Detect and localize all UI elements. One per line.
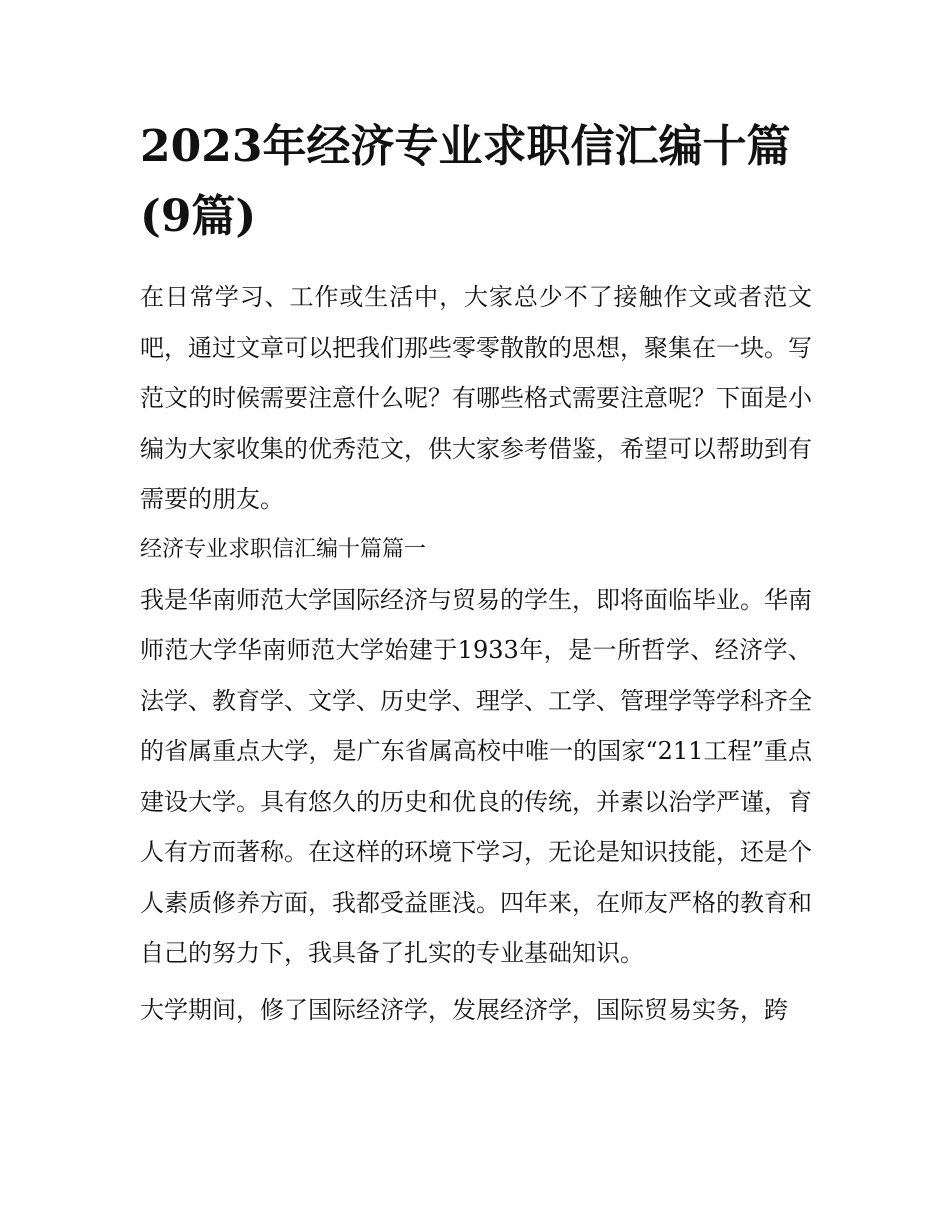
intro-paragraph: 在日常学习、工作或生活中，大家总少不了接触作文或者范文吧，通过文章可以把我们那些零零散散的思想，聚集在一块。写范文的时候需要注意什么呢？有哪些格式需要注意呢？下面是小编为大家收集的优秀范文，供大家参考借鉴，希望可以帮助到有需要的朋友。: [140, 283, 812, 513]
section-heading: 经济专业求职信汇编十篇篇一: [140, 536, 427, 562]
document-page: [140, 112, 812, 1035]
body-paragraph-1: 我是华南师范大学国际经济与贸易的学生，即将面临毕业。华南师范大学华南师范大学始建于1933年，是一所哲学、经济学、法学、教育学、文学、历史学、理学、工学、管理学等学科齐全的省属重点大学，是广东省属高校中唯一的国家“211工程”重点建设大学。具有悠久的历史和优良的传统，并素以治学严谨，育人有方而著称。在这样的环境下学习，无论是知识技能，还是个人素质修养方面，我都受益匪浅。四年来，在师友严格的教育和自己的努力下，我具备了扎实的专业基础知识。: [140, 585, 812, 967]
body-paragraph-2: 大学期间，修了国际经济学，发展经济学，国际贸易实务，跨: [140, 995, 788, 1024]
document-title: 2023年经济专业求职信汇编十篇(9篇): [140, 121, 791, 242]
